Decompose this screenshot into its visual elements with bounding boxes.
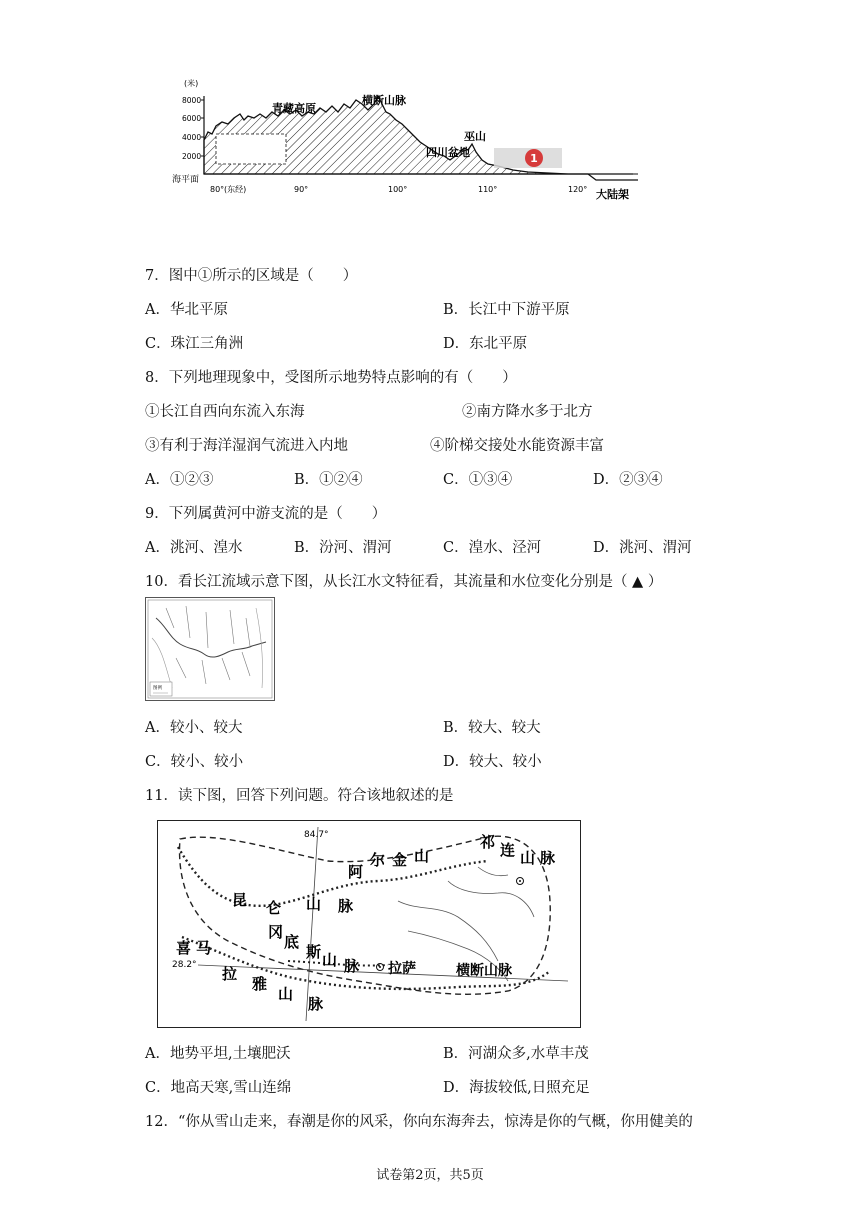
continental-shelf (568, 174, 638, 180)
q12-stem: 12．“你从雪山走来，春潮是你的风采，你向东海奔去，惊涛是你的气概，你用健美的 (145, 1114, 693, 1130)
q9-option-d[interactable]: D．洮河、渭河 (593, 540, 692, 556)
q8-stem: 8．下列地理现象中，受图所示地势特点影响的有（ ） (145, 370, 517, 386)
q7-option-b[interactable]: B．长江中下游平原 (443, 302, 570, 318)
q10-option-c[interactable]: C．较小、较小 (145, 754, 244, 770)
label-shelf: 大陆架 (596, 188, 629, 201)
kunlun-char: 山 (306, 895, 322, 913)
qilian-char: 连 (500, 841, 516, 859)
q9-option-b[interactable]: B．汾河、渭河 (294, 540, 392, 556)
q7-option-d[interactable]: D．东北平原 (443, 336, 528, 352)
q7-stem: 7．图中①所示的区域是（ ） (145, 268, 358, 284)
gangdise-char: 山 (322, 951, 338, 969)
q9-stem: 9．下列属黄河中游支流的是（ ） (145, 506, 387, 522)
himalaya-char: 脉 (308, 995, 324, 1013)
lhasa-label: 拉萨 (388, 961, 416, 977)
y-unit: (米) (184, 79, 199, 88)
q11-option-b[interactable]: B．河湖众多,水草丰茂 (443, 1046, 589, 1062)
himalaya-char: 山 (278, 985, 294, 1003)
y-tick: 8000 (182, 96, 202, 105)
q8-statement-1: ①长江自西向东流入东海 (145, 404, 305, 420)
q8-statement-3: ③有利于海洋湿润气流进入内地 (145, 438, 348, 454)
q11-stem: 11．读下图，回答下列问题。符合该地叙述的是 (145, 788, 454, 804)
q10-stem: 10．看长江流域示意下图，从长江水文特征看，其流量和水位变化分别是（ ▲ ） (145, 574, 663, 590)
longitude-label: 84.7° (304, 830, 329, 840)
q8-statement-2: ②南方降水多于北方 (462, 404, 593, 420)
terrain-profile-figure (168, 74, 638, 206)
kunlun-char: 昆 (232, 891, 248, 909)
river-1 (398, 901, 498, 961)
kunlun-range-line (178, 847, 488, 906)
q8-option-b[interactable]: B．①②④ (294, 472, 363, 488)
qilian-char: 脉 (540, 849, 556, 867)
q8-option-a[interactable]: A．①②③ (145, 472, 214, 488)
y-tick: 4000 (182, 133, 202, 142)
gangdise-range-line (288, 961, 388, 966)
label-hengduan: 横断山脉 (362, 94, 406, 107)
x-tick: 80° (210, 185, 225, 194)
marker-number: 1 (530, 152, 538, 165)
aerjin-char: 尔 (370, 851, 386, 869)
q7-option-c[interactable]: C．珠江三角洲 (145, 336, 244, 352)
yangtze-basin-map (145, 597, 275, 701)
q9-option-c[interactable]: C．湟水、泾河 (443, 540, 542, 556)
q8-option-c[interactable]: C．①③④ (443, 472, 513, 488)
q10-option-a[interactable]: A．较小、较大 (145, 720, 243, 736)
gangdise-char: 脉 (344, 957, 360, 975)
himalaya-char: 喜 (176, 939, 192, 957)
q11-option-a[interactable]: A．地势平坦,土壤肥沃 (145, 1046, 291, 1062)
river-3 (448, 881, 534, 917)
x-tick: 100° (388, 185, 408, 194)
page-footer: 试卷第2页，共5页 (376, 1168, 484, 1183)
label-wushan: 巫山 (464, 130, 486, 143)
sea-level-label: 海平面 (172, 175, 200, 185)
gangdise-char: 冈 (268, 923, 284, 941)
yangtze-basin-svg (146, 598, 274, 700)
qinghai-tibet-map (157, 820, 581, 1028)
q8-statement-4: ④阶梯交接处水能资源丰富 (430, 438, 604, 454)
gangdise-char: 底 (284, 933, 300, 951)
label-qingzang: 青藏高原 (272, 102, 316, 115)
q8-option-d[interactable]: D．②③④ (593, 472, 663, 488)
latitude-label: 28.2° (172, 960, 197, 970)
qilian-char: 山 (520, 849, 536, 867)
qilian-char: 祁 (480, 833, 496, 851)
himalaya-char: 雅 (252, 975, 268, 993)
q10-option-b[interactable]: B．较大、较大 (443, 720, 541, 736)
x-tick: 120° (568, 185, 588, 194)
hengduan-label: 横断山脉 (456, 963, 512, 979)
q10-option-d[interactable]: D．较大、较小 (443, 754, 542, 770)
tributaries (166, 606, 250, 648)
aerjin-char: 阿 (348, 863, 364, 881)
himalaya-char: 拉 (222, 965, 238, 983)
aerjin-char: 金 (392, 851, 408, 869)
himalaya-char: 马 (196, 939, 212, 957)
q11-option-d[interactable]: D．海拔较低,日照充足 (443, 1080, 590, 1096)
y-tick: 6000 (182, 114, 202, 123)
q11-option-c[interactable]: C．地高天寒,雪山连绵 (145, 1080, 292, 1096)
x-tick: 90° (294, 185, 309, 194)
map-legend-label: 图例 (153, 686, 162, 691)
y-tick: 2000 (182, 152, 202, 161)
q9-option-a[interactable]: A．洮河、湟水 (145, 540, 243, 556)
x-tick: 110° (478, 185, 498, 194)
kunlun-char: 脉 (338, 897, 354, 915)
kunlun-char: 仑 (266, 899, 282, 917)
terrain-profile-svg (168, 74, 638, 206)
aerjin-char: 山 (414, 847, 430, 865)
meridian-84-7 (306, 827, 318, 1021)
gangdise-char: 斯 (306, 943, 322, 961)
q7-option-a[interactable]: A．华北平原 (145, 302, 228, 318)
qinghai-tibet-svg (158, 821, 580, 1027)
x-tick: (东经) (224, 185, 247, 194)
label-sichuan: 四川盆地 (426, 146, 470, 159)
